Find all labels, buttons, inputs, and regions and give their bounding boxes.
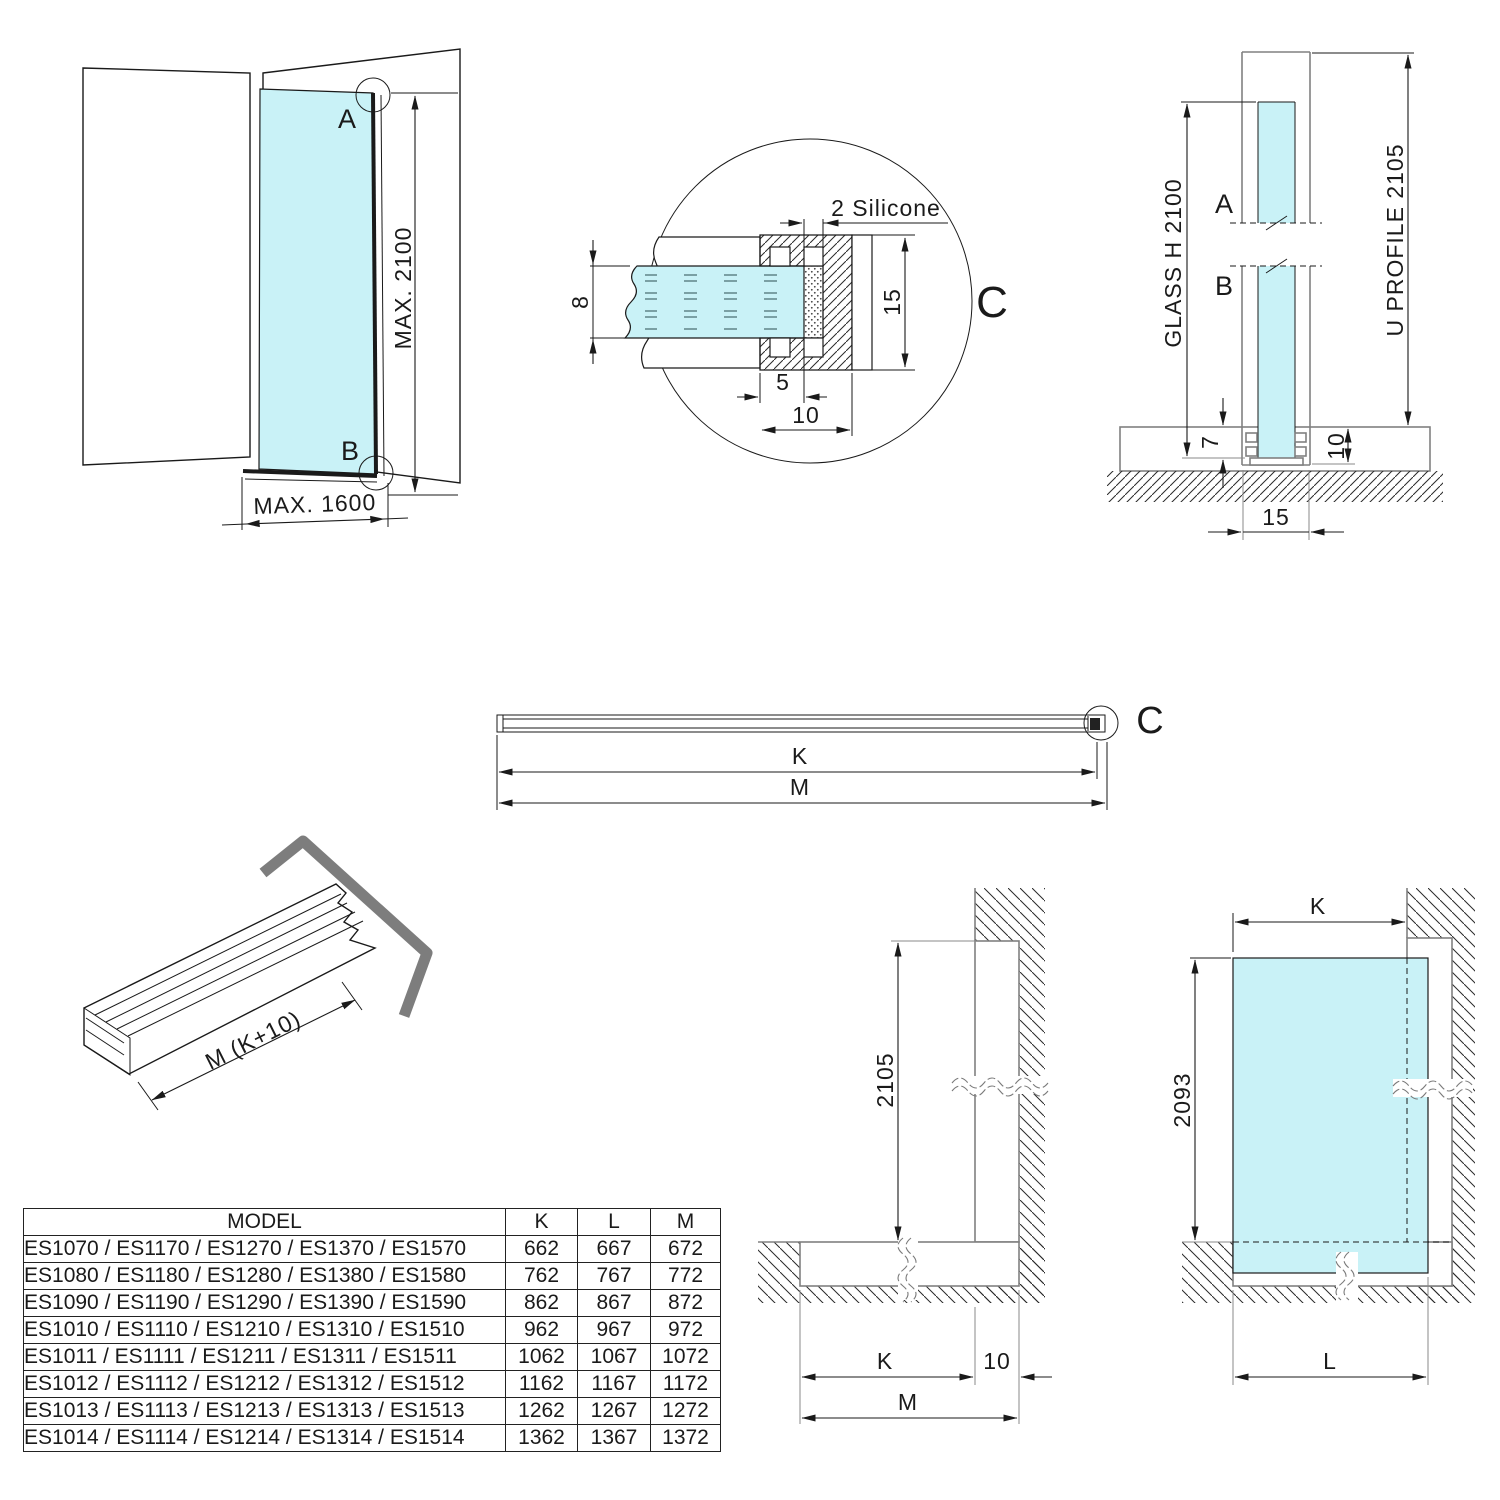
cell-m: 872 bbox=[651, 1290, 721, 1317]
cell-l: 1167 bbox=[578, 1371, 651, 1398]
detail-callout-label: C bbox=[976, 278, 1008, 327]
header-model: MODEL bbox=[24, 1209, 506, 1236]
cell-l: 767 bbox=[578, 1263, 651, 1290]
point-a-label: A bbox=[337, 104, 357, 134]
cell-m: 772 bbox=[651, 1263, 721, 1290]
table-header-row bbox=[24, 1209, 721, 1236]
profile-end-cap bbox=[1090, 718, 1100, 730]
cell-k: 762 bbox=[506, 1263, 578, 1290]
table-row bbox=[24, 1398, 721, 1425]
profile-length-view bbox=[497, 700, 1164, 810]
glass-seat-dim: 7 bbox=[1197, 435, 1223, 449]
cell-model: ES1013 / ES1113 / ES1213 / ES1313 / ES1513 bbox=[24, 1398, 506, 1425]
cell-model: ES1070 / ES1170 / ES1270 / ES1370 / ES1570 bbox=[24, 1236, 506, 1263]
model-table-body bbox=[24, 1236, 721, 1452]
installed-glass-panel bbox=[1233, 958, 1428, 1273]
header-k: K bbox=[506, 1209, 578, 1236]
outer-depth-dim: 10 bbox=[792, 402, 820, 428]
wallview-m-dim: M bbox=[897, 1389, 919, 1415]
max-width-dim: MAX. 1600 bbox=[253, 488, 377, 520]
section-point-b: B bbox=[1214, 271, 1234, 301]
wallview-k-dim: K bbox=[876, 1348, 894, 1374]
header-l: L bbox=[578, 1209, 651, 1236]
detail-c-view bbox=[567, 139, 1008, 463]
table-row bbox=[24, 1290, 721, 1317]
cell-m: 672 bbox=[651, 1236, 721, 1263]
profile-depth-dim: 10 bbox=[1323, 432, 1349, 460]
wallview-10-dim: 10 bbox=[983, 1348, 1011, 1374]
point-b-label: B bbox=[340, 436, 360, 466]
cell-k: 662 bbox=[506, 1236, 578, 1263]
rail-length-dim: M (K+10) bbox=[201, 1005, 305, 1075]
cell-l: 1067 bbox=[578, 1344, 651, 1371]
bar-callout-label: C bbox=[1136, 700, 1164, 742]
vertical-section-view bbox=[1107, 52, 1443, 540]
glassview-l-dim: L bbox=[1323, 1348, 1337, 1374]
cell-l: 867 bbox=[578, 1290, 651, 1317]
detail-c-ring bbox=[1084, 706, 1118, 740]
table-row bbox=[24, 1236, 721, 1263]
cell-model: ES1010 / ES1110 / ES1210 / ES1310 / ES1510 bbox=[24, 1317, 506, 1344]
u-profile-end-cap-3d bbox=[263, 841, 427, 1016]
profile-width-dim: 15 bbox=[1262, 504, 1290, 530]
install-height-dim: 2105 bbox=[872, 1052, 898, 1108]
cell-l: 1367 bbox=[578, 1425, 651, 1452]
cell-model: ES1012 / ES1112 / ES1212 / ES1312 / ES1512 bbox=[24, 1371, 506, 1398]
cell-model: ES1080 / ES1180 / ES1280 / ES1380 / ES1580 bbox=[24, 1263, 506, 1290]
cell-m: 1272 bbox=[651, 1398, 721, 1425]
glass-height-dim: GLASS H 2100 bbox=[1160, 178, 1186, 348]
cell-k: 1362 bbox=[506, 1425, 578, 1452]
cell-k: 962 bbox=[506, 1317, 578, 1344]
glass-panel-installed-view bbox=[1169, 888, 1475, 1385]
wall-floor-profile-view bbox=[758, 888, 1052, 1424]
table-row bbox=[24, 1371, 721, 1398]
cell-l: 1267 bbox=[578, 1398, 651, 1425]
section-point-a: A bbox=[1214, 189, 1234, 219]
corner-perspective-view bbox=[83, 49, 460, 530]
glass-panel bbox=[259, 89, 376, 474]
model-table bbox=[23, 1208, 720, 1452]
floor-hatch bbox=[1107, 471, 1443, 502]
cell-m: 1072 bbox=[651, 1344, 721, 1371]
profile-height-dim: 15 bbox=[879, 288, 905, 316]
silicone-strip bbox=[804, 266, 823, 338]
header-m: M bbox=[651, 1209, 721, 1236]
table-row bbox=[24, 1317, 721, 1344]
silicone-label: 2 Silicone bbox=[831, 195, 941, 221]
cell-l: 667 bbox=[578, 1236, 651, 1263]
profile-3d-view bbox=[84, 841, 427, 1110]
profile-length-dim: U PROFILE 2105 bbox=[1382, 143, 1408, 337]
cell-k: 1162 bbox=[506, 1371, 578, 1398]
glassview-k-dim: K bbox=[1309, 893, 1327, 919]
glass-thickness-dim: 8 bbox=[567, 295, 593, 309]
table-row bbox=[24, 1425, 721, 1452]
cell-l: 967 bbox=[578, 1317, 651, 1344]
cell-model: ES1011 / ES1111 / ES1211 / ES1311 / ES1511 bbox=[24, 1344, 506, 1371]
inner-depth-dim: 5 bbox=[776, 369, 790, 395]
cell-model: ES1090 / ES1190 / ES1290 / ES1390 / ES1590 bbox=[24, 1290, 506, 1317]
table-row bbox=[24, 1263, 721, 1290]
cell-m: 972 bbox=[651, 1317, 721, 1344]
cell-k: 1262 bbox=[506, 1398, 578, 1425]
max-height-dim: MAX. 2100 bbox=[390, 226, 416, 350]
cell-m: 1172 bbox=[651, 1371, 721, 1398]
cell-k: 1062 bbox=[506, 1344, 578, 1371]
glassview-height-dim: 2093 bbox=[1169, 1072, 1195, 1128]
cell-model: ES1014 / ES1114 / ES1214 / ES1314 / ES1514 bbox=[24, 1425, 506, 1452]
cell-k: 862 bbox=[506, 1290, 578, 1317]
bar-m-dim: M bbox=[789, 774, 811, 800]
table-row bbox=[24, 1344, 721, 1371]
tempered-glass-marks bbox=[645, 268, 800, 334]
cell-m: 1372 bbox=[651, 1425, 721, 1452]
bar-k-dim: K bbox=[791, 743, 809, 769]
